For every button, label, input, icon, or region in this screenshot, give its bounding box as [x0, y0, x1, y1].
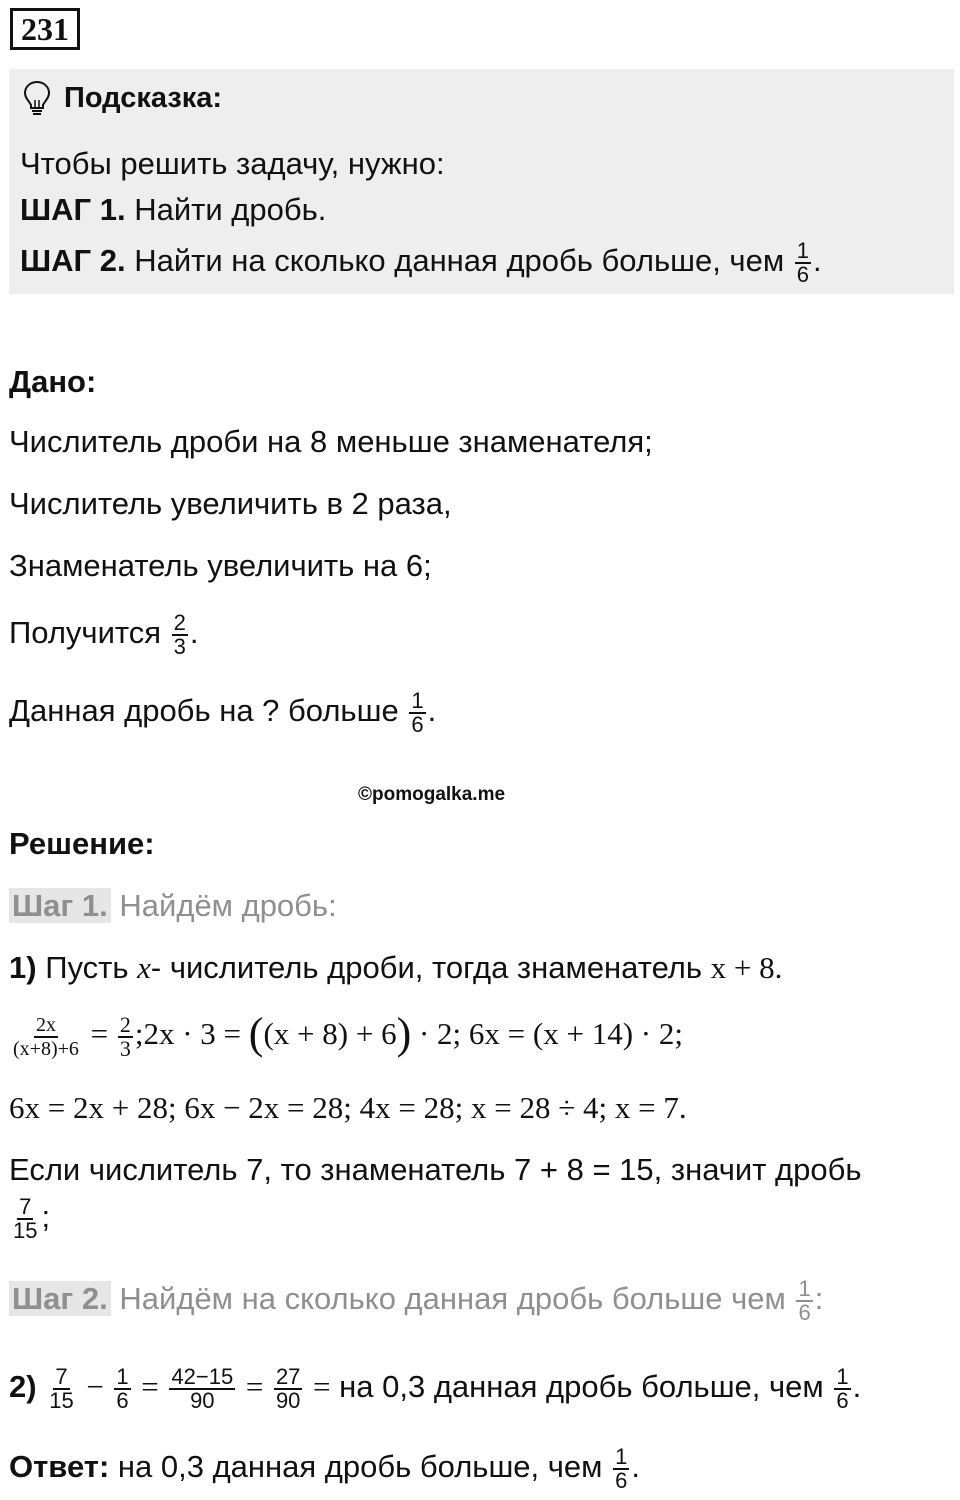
solution-step1-text: Найдём дробь: — [119, 888, 337, 923]
fraction-denominator: 3 — [173, 634, 186, 659]
answer-line: Ответ: на 0,3 данная дробь больше, чем $\frac{1}{6}$ . — [9, 1444, 640, 1493]
if-fraction — [11, 1196, 39, 1242]
big-paren-open: ( — [248, 1009, 264, 1059]
item1-expression: x + 8. — [710, 950, 783, 985]
fraction-denominator: 15 — [49, 1388, 74, 1413]
item2-fraction3 — [169, 1366, 235, 1412]
solution-item1 — [9, 948, 782, 988]
given-line1: Числитель дроби на 8 меньше знаменателя; — [9, 424, 653, 459]
fraction-denominator: 6 — [116, 1388, 129, 1413]
fraction-denominator: 15 — [13, 1218, 38, 1243]
eq1-fraction2 — [118, 1014, 133, 1060]
fraction-numerator: 7 — [55, 1364, 68, 1389]
item1-text-b: - числитель дроби, тогда знаменатель — [150, 950, 703, 985]
fraction-denominator: (x+8)+6 — [13, 1038, 79, 1060]
eq1-fraction — [11, 1014, 81, 1060]
fraction-denominator: 3 — [119, 1036, 131, 1061]
fraction-denominator: 90 — [275, 1388, 301, 1413]
fraction-denominator: 6 — [796, 262, 810, 287]
hint-step2: ШАГ 2. Найти на сколько данная дробь больше, чем $\frac{1}{6}$ . — [20, 238, 822, 287]
fraction-numerator: 1 — [798, 1276, 811, 1301]
watermark: ©pomogalka.me — [358, 784, 506, 805]
item2-text: на 0,3 данная дробь больше, чем — [339, 1369, 824, 1405]
solution-step2-label: Шаг 2. — [9, 1281, 111, 1316]
item2-fraction1 — [47, 1366, 75, 1412]
fraction-numerator: 42−15 — [171, 1364, 234, 1389]
hint-step1-text: Найти дробь. — [134, 192, 327, 227]
solution-item2: 2) $\frac{7}{15}$ − $\frac{1}{6}$ = $\frac{42-15}{90}$ = $\frac{27}{90}$ = на 0,3 данная дробь больше, чем $\frac{1}{6}$ . — [9, 1364, 862, 1413]
given-line5: Данная дробь на ? больше $\frac{1}{6}$ . — [9, 688, 437, 737]
fraction-numerator: 1 — [411, 688, 424, 713]
given-line4: Получится $\frac{2}{3}$ . — [9, 610, 199, 659]
solution-step2: Шаг 2. Найдём на сколько данная дробь больше чем $\frac{1}{6}$ : — [9, 1278, 823, 1324]
hint-title: Подсказка: — [64, 82, 223, 114]
hint-intro: Чтобы решить задачу, нужно: — [20, 146, 445, 181]
answer-text: на 0,3 данная дробь больше, чем — [117, 1449, 603, 1485]
fraction-numerator: 27 — [275, 1364, 301, 1389]
fraction-numerator: 2x — [35, 1014, 56, 1036]
hint-step2-text: Найти на сколько данная дробь больше, чем — [134, 243, 785, 279]
eq1-part-a: ;2x · 3 = — [134, 1016, 242, 1052]
hint-step1-label: ШАГ 1. — [20, 192, 126, 227]
eq1-equals: = — [90, 1016, 109, 1052]
solution-step1-label: Шаг 1. — [9, 888, 111, 923]
solution-step1 — [9, 886, 337, 926]
equation-line2: 6x = 2x + 28; 6x − 2x = 28; 4x = 28; x = 28 ÷ 4; x = 7. — [9, 1090, 687, 1125]
solution-title: Решение: — [9, 826, 155, 861]
equation-line1 — [9, 1009, 683, 1061]
fraction-denominator: 6 — [798, 1300, 811, 1325]
given-line5-fraction — [409, 690, 425, 736]
fraction-numerator: 1 — [836, 1364, 849, 1389]
step2-fraction — [796, 1278, 812, 1324]
fraction-denominator: 6 — [411, 712, 424, 737]
given-line3: Знаменатель увеличить на 6; — [9, 548, 432, 583]
given-line2: Числитель увеличить в 2 раза, — [9, 486, 452, 521]
hint-step1 — [20, 190, 326, 230]
fraction-numerator: 7 — [19, 1194, 32, 1219]
item2-fraction2 — [114, 1366, 130, 1412]
fraction-numerator: 1 — [615, 1444, 628, 1469]
item2-label: 2) — [9, 1369, 37, 1405]
solution-if-fraction-line: $\frac{7}{15}$ ; — [13, 1194, 51, 1243]
item2-fraction4 — [274, 1366, 302, 1412]
lightbulb-icon — [22, 80, 52, 118]
fraction-denominator: 6 — [615, 1468, 628, 1493]
hint-step2-fraction — [795, 240, 811, 286]
fraction-numerator: 1 — [116, 1364, 129, 1389]
solution-if-line: Если числитель 7, то знаменатель 7 + 8 = 15, значит дробь — [9, 1152, 862, 1187]
given-line5-text: Данная дробь на ? больше — [9, 693, 399, 729]
item2-fraction5 — [834, 1366, 850, 1412]
answer-fraction — [613, 1446, 629, 1492]
given-line4-fraction — [172, 612, 188, 658]
fraction-numerator: 2 — [119, 1012, 131, 1037]
task-number: 231 — [10, 8, 80, 50]
hint-step2-label: ШАГ 2. — [20, 243, 126, 279]
answer-label: Ответ: — [9, 1449, 110, 1485]
given-title: Дано: — [9, 364, 97, 399]
solution-step2-text: Найдём на сколько данная дробь больше чем — [119, 1281, 786, 1317]
eq1-part-c: · 2; 6x = (x + 14) · 2; — [418, 1016, 683, 1052]
fraction-numerator: 1 — [796, 238, 810, 263]
fraction-numerator: 2 — [173, 610, 186, 635]
fraction-denominator: 6 — [836, 1388, 849, 1413]
item1-text-a: Пусть — [45, 950, 129, 985]
big-paren-close: ) — [396, 1009, 412, 1059]
eq1-part-b: (x + 8) + 6 — [263, 1016, 397, 1052]
fraction-denominator: 90 — [190, 1388, 215, 1413]
given-line4-text: Получится — [9, 615, 162, 651]
item1-variable: x — [137, 950, 151, 985]
item1-label: 1) — [9, 950, 37, 985]
